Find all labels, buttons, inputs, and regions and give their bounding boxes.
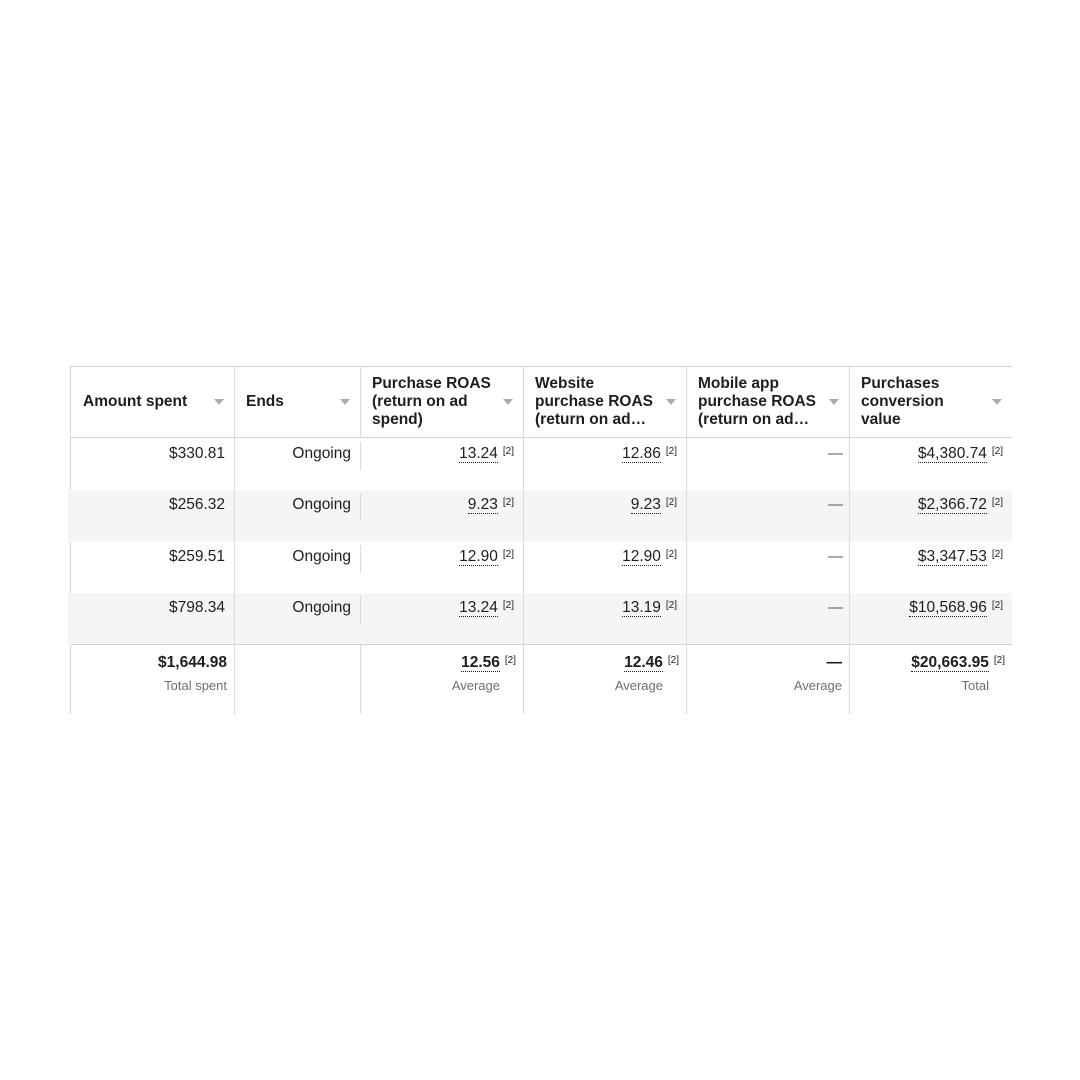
ends-cell: Ongoing xyxy=(292,548,351,565)
column-divider xyxy=(360,645,361,714)
column-header-ends[interactable] xyxy=(234,367,360,437)
column-divider xyxy=(523,438,524,714)
website-roas-cell[interactable] xyxy=(622,548,677,566)
purchase-roas-cell[interactable] xyxy=(468,496,514,514)
column-divider xyxy=(360,367,361,437)
sort-caret-icon[interactable] xyxy=(340,399,350,405)
sort-caret-icon[interactable] xyxy=(666,399,676,405)
ends-cell: Ongoing xyxy=(292,496,351,513)
purchase-roas-value[interactable]: 13.24 xyxy=(459,599,498,616)
footnote-marker: [2] xyxy=(991,497,1003,508)
footnote-marker: [2] xyxy=(665,497,677,508)
amount-spent-cell: $330.81 xyxy=(168,445,225,462)
total-mobile-roas: — xyxy=(826,654,842,671)
website-roas-cell[interactable] xyxy=(622,445,677,463)
conversion-value-cell[interactable] xyxy=(918,496,1003,514)
footnote-marker: [2] xyxy=(665,600,677,611)
conversion-value[interactable]: $3,347.53 xyxy=(917,548,987,565)
total-amount-spent-label: Total spent xyxy=(164,678,227,693)
ends-cell: Ongoing xyxy=(292,599,351,616)
footnote-marker: [2] xyxy=(502,446,514,457)
conversion-value-cell[interactable] xyxy=(918,548,1003,566)
total-purchase-roas-label: Average xyxy=(451,678,500,693)
mobile-roas-cell: — xyxy=(828,445,843,462)
website-roas-value[interactable]: 9.23 xyxy=(630,496,661,513)
website-roas-cell[interactable] xyxy=(631,496,677,514)
purchase-roas-value[interactable]: 13.24 xyxy=(459,445,498,462)
column-divider xyxy=(849,367,850,437)
column-divider xyxy=(234,367,235,437)
mobile-roas-cell: — xyxy=(828,548,843,565)
total-amount-spent: $1,644.98 xyxy=(158,654,227,671)
column-divider xyxy=(360,545,361,573)
sort-caret-icon[interactable] xyxy=(829,399,839,405)
total-mobile-roas-label: Average xyxy=(793,678,842,693)
amount-spent-cell: $798.34 xyxy=(168,599,225,616)
column-divider xyxy=(360,442,361,470)
column-divider xyxy=(523,367,524,437)
totals-top-border xyxy=(71,644,1012,645)
website-roas-value[interactable]: 12.86 xyxy=(622,445,661,462)
amount-spent-cell: $256.32 xyxy=(168,496,225,513)
website-roas-value[interactable]: 13.19 xyxy=(622,599,661,616)
column-divider xyxy=(686,367,687,437)
purchase-roas-cell[interactable] xyxy=(459,548,514,566)
website-roas-value[interactable]: 12.90 xyxy=(622,548,661,565)
sort-caret-icon[interactable] xyxy=(503,399,513,405)
footnote-marker: [2] xyxy=(665,446,677,457)
purchase-roas-cell[interactable] xyxy=(459,445,514,463)
total-website-roas-value[interactable]: 12.46 xyxy=(624,654,663,671)
website-roas-cell[interactable] xyxy=(622,599,677,617)
total-conversion-value-label: Total xyxy=(961,678,989,693)
column-divider xyxy=(360,493,361,521)
footnote-marker: [2] xyxy=(665,549,677,560)
conversion-value[interactable]: $4,380.74 xyxy=(917,445,987,462)
column-divider xyxy=(360,596,361,624)
purchase-roas-value[interactable]: 12.90 xyxy=(459,548,498,565)
conversion-value-cell[interactable] xyxy=(918,445,1003,463)
footnote-marker: [2] xyxy=(991,549,1003,560)
total-website-roas-label: Average xyxy=(614,678,663,693)
mobile-roas-cell: — xyxy=(828,599,843,616)
column-divider xyxy=(686,438,687,714)
purchase-roas-value[interactable]: 9.23 xyxy=(467,496,498,513)
total-website-roas[interactable] xyxy=(624,654,679,672)
footnote-marker: [2] xyxy=(502,600,514,611)
column-header-amount-spent[interactable] xyxy=(71,367,234,437)
sort-caret-icon[interactable] xyxy=(214,399,224,405)
column-header-website-purchase-roas[interactable] xyxy=(523,367,686,437)
column-divider xyxy=(234,438,235,714)
column-divider xyxy=(849,438,850,714)
footnote-marker: [2] xyxy=(991,446,1003,457)
column-header-label: Mobile app purchase ROAS (return on ad… xyxy=(698,375,817,428)
footnote-marker: [2] xyxy=(504,655,516,666)
column-header-mobile-app-purchase-roas[interactable] xyxy=(686,367,849,437)
footnote-marker: [2] xyxy=(502,497,514,508)
total-conversion-value[interactable] xyxy=(911,654,1005,672)
column-header-label: Amount spent xyxy=(83,393,188,410)
sort-caret-icon[interactable] xyxy=(992,399,1002,405)
conversion-value[interactable]: $10,568.96 xyxy=(909,599,987,616)
footnote-marker: [2] xyxy=(502,549,514,560)
column-header-label: Website purchase ROAS (return on ad… xyxy=(535,375,654,428)
ads-report-table xyxy=(68,366,1012,714)
footnote-marker: [2] xyxy=(993,655,1005,666)
total-purchase-roas-value[interactable]: 12.56 xyxy=(461,654,500,671)
conversion-value-cell[interactable] xyxy=(909,599,1003,617)
column-header-label: Ends xyxy=(246,393,284,410)
purchase-roas-cell[interactable] xyxy=(459,599,514,617)
column-header-label: Purchase ROAS (return on ad spend) xyxy=(372,375,491,428)
ends-cell: Ongoing xyxy=(292,445,351,462)
total-conversion-value-value[interactable]: $20,663.95 xyxy=(911,654,989,671)
column-header-purchase-roas[interactable] xyxy=(360,367,523,437)
footnote-marker: [2] xyxy=(991,600,1003,611)
column-header-label: Purchases conversion value xyxy=(861,375,944,428)
mobile-roas-cell: — xyxy=(828,496,843,513)
conversion-value[interactable]: $2,366.72 xyxy=(917,496,987,513)
total-purchase-roas[interactable] xyxy=(461,654,516,672)
column-header-purchases-conversion-value[interactable] xyxy=(849,367,1012,437)
footnote-marker: [2] xyxy=(667,655,679,666)
amount-spent-cell: $259.51 xyxy=(168,548,225,565)
